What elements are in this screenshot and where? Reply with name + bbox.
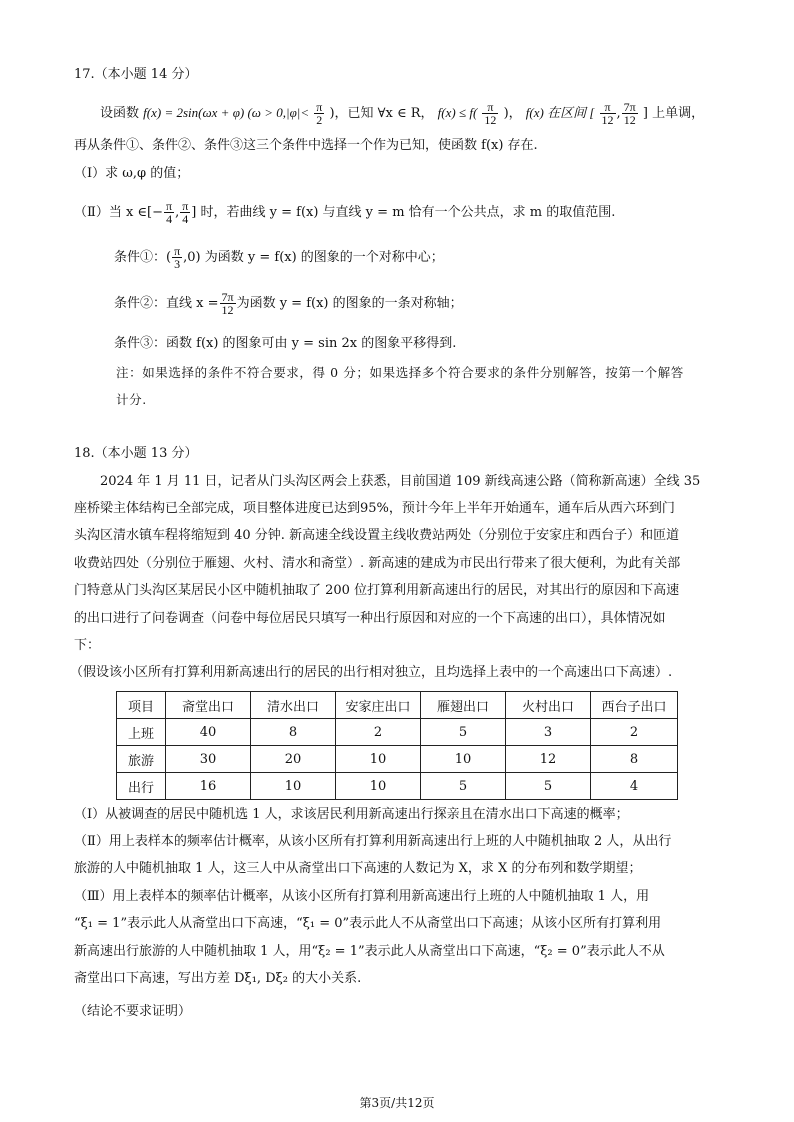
exit-survey-table (116, 691, 678, 800)
table-cell: 5 (421, 719, 506, 746)
q18-para-line: 2024 年 1 月 11 日，记者从门头沟区两会上获悉，目前国道 109 新线高速公路（简称新高速）全线 35 (100, 474, 701, 489)
fraction-7pi-over-12: $\frac{7\pi}{12}$ (623, 100, 636, 127)
fraction-pi-over-3: $\frac{\pi}{3}$ (174, 244, 181, 271)
q17-function: f(x) = 2sin(ωx + φ) (ω > 0,|φ|< (143, 105, 310, 120)
q17-note-line1: 注：如果选择的条件不符合要求，得 0 分；如果选择多个符合要求的条件分别解答，按第一个解答 (116, 365, 684, 380)
q18-para-line: 门特意从门头沟区某居民小区中随机抽取了 200 位打算利用新高速出行的居民，对其出行的原因和下高速 (74, 583, 680, 598)
table-cell: 10 (421, 746, 506, 773)
table-cell: 8 (591, 746, 678, 773)
fraction-pi-over-4: $\frac{\pi}{4}$ (166, 199, 173, 226)
fraction-7pi-over-12: $\frac{7\pi}{12}$ (221, 290, 234, 317)
table-header-row (117, 692, 678, 719)
table-cell: 8 (251, 719, 336, 746)
table-cell: 12 (506, 746, 591, 773)
table-row (117, 773, 678, 800)
table-cell: 旅游 (117, 746, 166, 773)
q18-part3-line4: 斋堂出口下高速，写出方差 Dξ₁, Dξ₂ 的大小关系. (74, 971, 362, 986)
table-cell: 10 (336, 773, 421, 800)
table-cell: 2 (336, 719, 421, 746)
q18-part3-line2: “ξ₁ = 1”表示此人从斋堂出口下高速，“ξ₁ = 0”表示此人不从斋堂出口下高速；从该小区所有打算利用 (74, 916, 662, 931)
table-cell: 2 (591, 719, 678, 746)
table-header-cell: 项目 (117, 692, 166, 719)
q18-part3-line1: （Ⅲ）用上表样本的频率估计概率，从该小区所有打算利用新高速出行上班的人中随机抽取 1 人，用 (74, 889, 650, 904)
q17-part2: （Ⅱ）当 x ∈[− $\frac{\pi}{4}$ , $\frac{\pi}{4}$ ] 时，若曲线 y = f(x) 与直线 y = m 恰有一个公共点，求 m 的取值范围. (74, 199, 616, 226)
q17-stem-line1: 设函数 f(x) = 2sin(ωx + φ) (ω > 0,|φ|< $\frac{\pi}{2}$ )，已知 ∀x ∈ R， f(x) ≤ f( $\frac{\pi}{12}$ )， f(x) 在区间 [ $\frac{\pi}{12}$ , $\frac{7\pi}{12}$ ] 上单调， (100, 100, 705, 127)
table-cell: 10 (251, 773, 336, 800)
q17-text: 设函数 (100, 106, 140, 121)
q17-condition-1: 条件①：( $\frac{\pi}{3}$ ,0) 为函数 y = f(x) 的图象的一个对称中心； (114, 244, 444, 271)
q18-para-line: 座桥梁主体结构已全部完成，项目整体进度已达到95%，预计今年上半年开始通车，通车后从西六环到门 (74, 501, 675, 516)
table-header-cell: 西台子出口 (591, 692, 678, 719)
q18-remark: （结论不要求证明） (74, 1004, 192, 1019)
table-cell: 16 (166, 773, 251, 800)
table-cell: 上班 (117, 719, 166, 746)
table-header-cell: 清水出口 (251, 692, 336, 719)
q17-condition-2: 条件②：直线 x = $\frac{7\pi}{12}$ 为函数 y = f(x) 的图象的一条对称轴； (114, 290, 463, 317)
table-header-cell: 雁翅出口 (421, 692, 506, 719)
table-cell: 40 (166, 719, 251, 746)
q18-para-line: 头沟区清水镇车程将缩短到 40 分钟. 新高速全线设置主线收费站两处（分别位于安家庄和西台子）和匝道 (74, 528, 680, 543)
q18-part2-line1: （Ⅱ）用上表样本的频率估计概率，从该小区所有打算利用新高速出行上班的人中随机抽取 2 人，从出行 (74, 834, 672, 849)
table-header-cell: 火村出口 (506, 692, 591, 719)
table-cell: 30 (166, 746, 251, 773)
table-cell: 3 (506, 719, 591, 746)
page-footer: 第3页/共12页 (359, 1096, 435, 1110)
table-cell: 10 (336, 746, 421, 773)
fraction-pi-over-4: $\frac{\pi}{4}$ (182, 199, 189, 226)
q18-para-line: 收费站四处（分别位于雁翅、火村、清水和斋堂）. 新高速的建成为市民出行带来了很大便利，为此有关部 (74, 556, 681, 571)
q17-text: )，已知 ∀x ∈ R， (329, 106, 434, 121)
table-row (117, 719, 678, 746)
q18-assumption: （假设该小区所有打算利用新高速出行的居民的出行相对独立，且均选择上表中的一个高速出口下高速）. (70, 665, 673, 680)
table-cell: 出行 (117, 773, 166, 800)
table-cell: 5 (506, 773, 591, 800)
table-cell: 5 (421, 773, 506, 800)
table-row (117, 746, 678, 773)
fraction-pi-over-12: $\frac{\pi}{12}$ (601, 100, 614, 127)
q17-note-line2: 计分. (116, 392, 147, 407)
fraction-pi-over-12: $\frac{\pi}{12}$ (484, 100, 497, 127)
q17-part1: （Ⅰ）求 ω,φ 的值； (74, 166, 190, 181)
q17-condition-3: 条件③：函数 f(x) 的图象可由 y = sin 2x 的图象平移得到. (114, 336, 457, 351)
q18-header: 18.（本小题 13 分） (74, 446, 198, 461)
q18-para-line: 的出口进行了问卷调查（问卷中每位居民只填写一种出行原因和对应的一个下高速的出口），具体情况如 (74, 611, 666, 626)
table-header-cell: 安家庄出口 (336, 692, 421, 719)
q17-stem-line2: 再从条件①、条件②、条件③这三个条件中选择一个作为已知，使函数 f(x) 存在. (74, 138, 538, 153)
q18-para-line: 下： (74, 638, 101, 653)
table-cell: 4 (591, 773, 678, 800)
q18-part3-line3: 新高速出行旅游的人中随机抽取 1 人，用“ξ₂ = 1”表示此人从斋堂出口下高速，“ξ₂ = 0”表示此人不从 (74, 944, 665, 959)
q18-part2-line2: 旅游的人中随机抽取 1 人，这三人中从斋堂出口下高速的人数记为 X，求 X 的分布列和数学期望； (74, 861, 642, 876)
q18-part1: （Ⅰ）从被调查的居民中随机选 1 人，求该居民利用新高速出行探亲且在清水出口下高速的概率； (74, 807, 629, 822)
table-cell: 20 (251, 746, 336, 773)
fraction-pi-over-2: $\frac{\pi}{2}$ (316, 100, 323, 127)
table-header-cell: 斋堂出口 (166, 692, 251, 719)
q17-header: 17.（本小题 14 分） (74, 67, 198, 82)
